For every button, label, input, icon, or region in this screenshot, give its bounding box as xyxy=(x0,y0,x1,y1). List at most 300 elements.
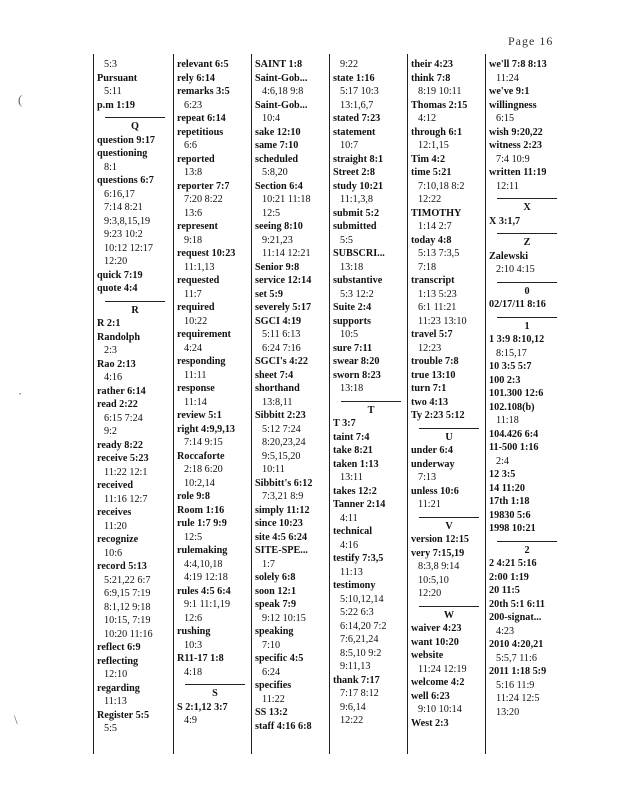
index-term: version 12:15 xyxy=(411,534,470,545)
index-term: reflect 6:9 xyxy=(97,642,141,653)
section-letter: Z xyxy=(523,237,531,248)
index-term: 1998 10:21 xyxy=(489,523,536,534)
index-term: rule 1:7 9:9 xyxy=(177,518,227,529)
index-term: Tim 4:2 xyxy=(411,153,446,165)
index-reference: 4:12 xyxy=(418,113,437,124)
index-reference: 10:15, 7:19 xyxy=(104,615,151,626)
index-term: straight 8:1 xyxy=(333,153,384,165)
index-term: Pursuant xyxy=(97,72,138,84)
index-reference: 6:24 7:16 xyxy=(262,342,301,354)
index-reference: 6:15 7:24 xyxy=(104,412,143,424)
index-term: soon 12:1 xyxy=(255,585,297,597)
index-reference: 5:3 12:2 xyxy=(340,288,374,300)
index-term: quote 4:4 xyxy=(97,283,138,294)
section-divider xyxy=(105,117,165,118)
index-reference: 4:11 xyxy=(340,512,358,524)
index-reference: 12:5 xyxy=(184,531,203,543)
index-reference: 10:5,10 xyxy=(418,574,449,586)
index-term: S 2:1,12 3:7 xyxy=(177,701,228,713)
section-divider xyxy=(419,606,479,607)
index-term: Street 2:8 xyxy=(333,167,375,178)
section-letter: Q xyxy=(131,121,139,132)
index-reference: 13:1,6,7 xyxy=(340,99,374,111)
index-term: read 2:22 xyxy=(97,399,138,410)
index-term: X 3:1,7 xyxy=(489,215,521,227)
index-term: response xyxy=(177,383,215,394)
index-reference: 5:13 7:3,5 xyxy=(418,248,460,259)
index-reference: 7:4 10:9 xyxy=(496,153,530,165)
index-term: 101.300 12:6 xyxy=(489,388,544,399)
index-reference: 8:1 xyxy=(104,161,118,173)
column-rule xyxy=(173,54,174,754)
index-reference: 4:24 xyxy=(184,342,203,354)
index-term: very 7:15,19 xyxy=(411,547,465,559)
index-term: review 5:1 xyxy=(177,410,222,421)
index-term: 1 3:9 8:10,12 xyxy=(489,334,545,345)
index-term: 11-500 1:16 xyxy=(489,442,539,453)
index-column-6 xyxy=(489,58,565,719)
index-term: submitted xyxy=(333,221,377,232)
index-term: requirement xyxy=(177,329,231,340)
index-term: Section 6:4 xyxy=(255,180,303,192)
index-reference: 9:22 xyxy=(340,59,359,70)
index-reference: 7:18 xyxy=(418,261,437,273)
index-term: R 2:1 xyxy=(97,318,121,329)
index-term: well 6:23 xyxy=(411,690,450,702)
index-reference: 11:22 12:1 xyxy=(104,466,148,478)
index-reference: 11:1,13 xyxy=(184,261,215,273)
index-term: true 13:10 xyxy=(411,369,456,381)
index-term: since 10:23 xyxy=(255,518,303,529)
index-term: SGCI 4:19 xyxy=(255,315,302,327)
index-reference: 13:8 xyxy=(184,167,203,178)
index-reference: 2:10 4:15 xyxy=(496,264,535,275)
index-reference: 9:1 11:1,19 xyxy=(184,599,231,610)
index-term: Ty 2:23 5:12 xyxy=(411,410,465,421)
index-reference: 4:6,18 9:8 xyxy=(262,86,304,97)
margin-mark: ( xyxy=(18,92,23,107)
index-term: scheduled xyxy=(255,153,299,165)
index-term: Rao 2:13 xyxy=(97,358,136,370)
index-term: takes 12:2 xyxy=(333,485,377,497)
index-reference: 4:19 12:18 xyxy=(184,572,228,583)
index-term: website xyxy=(411,650,444,661)
section-divider xyxy=(497,317,557,318)
index-reference: 2:4 xyxy=(496,455,510,467)
index-reference: 8:3,8 9:14 xyxy=(418,561,460,572)
index-term: sake 12:10 xyxy=(255,126,301,138)
index-reference: 12:20 xyxy=(418,588,442,599)
section-divider xyxy=(497,282,557,283)
index-reference: 7:14 8:21 xyxy=(104,202,143,213)
index-reference: 1:7 xyxy=(262,558,276,570)
index-term: their 4:23 xyxy=(411,59,453,70)
index-term: regarding xyxy=(97,682,140,694)
index-term: trouble 7:8 xyxy=(411,356,459,367)
index-term: right 4:9,9,13 xyxy=(177,423,236,435)
index-reference: 5:5,7 11:6 xyxy=(496,652,537,664)
index-term: 14 11:20 xyxy=(489,482,525,494)
index-reference: 12:5 xyxy=(262,207,281,219)
index-reference: 6:14,20 7:2 xyxy=(340,620,387,632)
index-reference: 5:8,20 xyxy=(262,167,288,178)
index-term: testify 7:3,5 xyxy=(333,553,384,564)
index-reference: 12:10 xyxy=(104,669,128,680)
index-reference: 4:18 xyxy=(184,666,203,678)
index-term: we've 9:1 xyxy=(489,86,530,97)
index-term: testimony xyxy=(333,580,376,591)
index-reference: 11:11 xyxy=(184,369,207,381)
index-term: speak 7:9 xyxy=(255,599,297,610)
index-term: role 9:8 xyxy=(177,491,210,502)
index-term: reporter 7:7 xyxy=(177,180,230,192)
index-term: T 3:7 xyxy=(333,418,356,429)
index-term: rather 6:14 xyxy=(97,385,146,397)
index-term: request 10:23 xyxy=(177,248,236,259)
page-number: Page 16 xyxy=(508,34,554,48)
index-reference: 10:4 xyxy=(262,113,281,124)
index-reference: 11:24 12:5 xyxy=(496,693,540,704)
index-reference: 7:10 xyxy=(262,639,281,651)
index-reference: 4:9 xyxy=(184,715,198,726)
index-term: receives xyxy=(97,507,132,518)
index-term: stated 7:23 xyxy=(333,113,381,124)
index-term: substantive xyxy=(333,275,383,286)
index-reference: 10:3 xyxy=(184,639,203,651)
index-term: Suite 2:4 xyxy=(333,302,372,313)
index-term: 12 3:5 xyxy=(489,469,516,480)
index-reference: 6:6 xyxy=(184,140,198,151)
index-term: study 10:21 xyxy=(333,180,384,192)
index-column-4 xyxy=(333,58,409,728)
index-term: p.m 1:19 xyxy=(97,99,135,111)
index-column-1 xyxy=(97,58,173,736)
index-term: turn 7:1 xyxy=(411,383,447,394)
index-reference: 7:14 9:15 xyxy=(184,437,223,448)
index-reference: 6:23 xyxy=(184,99,203,111)
index-term: today 4:8 xyxy=(411,234,452,246)
index-term: travel 5:7 xyxy=(411,329,453,340)
index-term: 20 11:5 xyxy=(489,585,520,596)
index-term: rulemaking xyxy=(177,545,228,556)
index-term: questioning xyxy=(97,148,148,159)
index-term: underway xyxy=(411,458,455,470)
index-term: 20th 5:1 6:11 xyxy=(489,598,546,610)
index-reference: 5:16 11:9 xyxy=(496,679,535,691)
section-letter: T xyxy=(367,404,375,416)
index-term: transcript xyxy=(411,275,455,286)
index-reference: 1:13 5:23 xyxy=(418,288,457,300)
index-reference: 2:18 6:20 xyxy=(184,464,223,475)
index-reference: 11:7 xyxy=(184,288,202,300)
index-term: state 1:16 xyxy=(333,72,375,84)
index-reference: 9:3,8,15,19 xyxy=(104,215,151,227)
index-reference: 6:1 11:21 xyxy=(418,302,457,313)
index-reference: 4:23 xyxy=(496,625,515,637)
index-term: through 6:1 xyxy=(411,126,463,138)
index-term: Senior 9:8 xyxy=(255,261,300,273)
index-term: 200-signat... xyxy=(489,612,542,623)
index-term: rules 4:5 6:4 xyxy=(177,585,231,597)
index-term: welcome 4:2 xyxy=(411,677,465,688)
index-term: repeat 6:14 xyxy=(177,113,226,124)
word-index xyxy=(93,54,613,754)
index-term: seeing 8:10 xyxy=(255,221,303,232)
index-reference: 13:18 xyxy=(340,383,364,394)
index-term: rushing xyxy=(177,626,211,637)
index-reference: 12:20 xyxy=(104,256,128,267)
index-term: simply 11:12 xyxy=(255,504,310,516)
index-term: receive 5:23 xyxy=(97,453,149,464)
index-term: sheet 7:4 xyxy=(255,369,294,381)
index-reference: 13:18 xyxy=(340,261,364,273)
index-reference: 8:19 10:11 xyxy=(418,86,462,97)
index-term: taken 1:13 xyxy=(333,458,379,470)
index-term: take 8:21 xyxy=(333,445,373,456)
index-term: relevant 6:5 xyxy=(177,59,229,70)
index-term: specific 4:5 xyxy=(255,653,304,664)
index-term: two 4:13 xyxy=(411,396,449,408)
index-term: received xyxy=(97,480,134,491)
index-term: thank 7:17 xyxy=(333,674,380,686)
index-reference: 13:11 xyxy=(340,472,363,483)
index-term: specifies xyxy=(255,680,292,691)
index-term: time 5:21 xyxy=(411,167,452,178)
section-letter: R xyxy=(131,304,139,316)
section-letter: U xyxy=(445,431,453,443)
index-reference: 6:15 xyxy=(496,113,515,124)
section-divider xyxy=(497,541,557,542)
index-term: 2010 4:20,21 xyxy=(489,639,544,650)
index-reference: 5:22 6:3 xyxy=(340,607,374,618)
index-term: we'll 7:8 8:13 xyxy=(489,59,547,70)
index-reference: 12:22 xyxy=(418,194,442,205)
index-reference: 13:20 xyxy=(496,706,520,718)
index-column-5 xyxy=(411,58,487,730)
index-term: written 11:19 xyxy=(489,167,547,178)
index-term: shorthand xyxy=(255,383,300,394)
index-reference: 11:20 xyxy=(104,520,127,532)
index-term: sure 7:11 xyxy=(333,342,373,354)
index-reference: 11:14 xyxy=(184,396,207,408)
index-column-2 xyxy=(177,58,253,728)
index-reference: 9:10 10:14 xyxy=(418,704,462,715)
index-reference: 9:2 xyxy=(104,426,118,437)
margin-mark: · xyxy=(18,386,23,401)
index-term: questions 6:7 xyxy=(97,175,154,186)
column-rule xyxy=(93,54,94,754)
index-term: 102.108(b) xyxy=(489,401,535,413)
index-term: solely 6:8 xyxy=(255,572,296,583)
index-reference: 11:13 xyxy=(340,566,363,578)
index-reference: 11:23 13:10 xyxy=(418,315,467,327)
index-reference: 5:3 xyxy=(104,59,118,70)
index-term: wish 9:20,22 xyxy=(489,126,543,138)
index-term: 2011 1:18 5:9 xyxy=(489,666,547,677)
index-term: Saint-Gob... xyxy=(255,99,308,111)
index-term: sworn 8:23 xyxy=(333,369,381,381)
section-letter: X xyxy=(523,202,531,213)
index-reference: 5:11 6:13 xyxy=(262,329,301,340)
index-reference: 10:12 12:17 xyxy=(104,242,153,254)
index-term: Saint-Gob... xyxy=(255,72,308,84)
index-reference: 11:16 12:7 xyxy=(104,493,148,505)
index-term: Tanner 2:14 xyxy=(333,499,386,510)
index-term: unless 10:6 xyxy=(411,485,459,497)
index-reference: 8:15,17 xyxy=(496,347,527,359)
index-reference: 12:1,15 xyxy=(418,140,449,151)
index-reference: 10:22 xyxy=(184,315,208,327)
section-letter: W xyxy=(443,609,455,621)
index-reference: 12:6 xyxy=(184,612,203,624)
index-term: SAINT 1:8 xyxy=(255,59,303,70)
index-reference: 4:16 xyxy=(104,372,123,383)
index-reference: 5:5 xyxy=(104,723,118,734)
index-term: technical xyxy=(333,526,373,537)
index-reference: 5:10,12,14 xyxy=(340,593,384,605)
index-reference: 10:11 xyxy=(262,464,285,475)
index-term: under 6:4 xyxy=(411,445,453,456)
index-reference: 4:16 xyxy=(340,539,359,551)
index-term: witness 2:23 xyxy=(489,140,542,151)
index-reference: 11:22 xyxy=(262,693,285,705)
index-reference: 12:23 xyxy=(418,342,442,354)
margin-mark: \ xyxy=(14,712,18,727)
index-term: submit 5:2 xyxy=(333,207,380,219)
index-term: 17th 1:18 xyxy=(489,496,530,507)
section-letter: 0 xyxy=(524,285,530,297)
index-reference: 4:4,10,18 xyxy=(184,558,223,570)
index-term: set 5:9 xyxy=(255,288,284,300)
index-term: 02/17/11 8:16 xyxy=(489,299,546,310)
index-term: 19830 5:6 xyxy=(489,509,531,521)
index-column-3 xyxy=(255,58,331,733)
index-reference: 5:17 10:3 xyxy=(340,86,379,97)
index-reference: 6:16,17 xyxy=(104,188,135,200)
index-reference: 11:18 xyxy=(496,415,519,426)
index-reference: 6:24 xyxy=(262,666,281,678)
index-term: SITE-SPE... xyxy=(255,545,308,556)
index-term: taint 7:4 xyxy=(333,431,370,443)
index-reference: 7:13 xyxy=(418,472,437,483)
index-reference: 1:14 2:7 xyxy=(418,221,452,232)
index-reference: 9:18 xyxy=(184,234,203,246)
index-term: severely 5:17 xyxy=(255,302,312,313)
index-term: 100 2:3 xyxy=(489,374,521,386)
index-term: recognize xyxy=(97,534,139,545)
index-reference: 10:2,14 xyxy=(184,477,215,489)
index-reference: 9:5,15,20 xyxy=(262,450,301,462)
index-term: SS 13:2 xyxy=(255,707,288,718)
index-term: represent xyxy=(177,221,218,232)
section-divider xyxy=(185,684,245,685)
index-term: willingness xyxy=(489,99,537,111)
index-term: site 4:5 6:24 xyxy=(255,531,308,543)
index-term: reported xyxy=(177,153,215,165)
index-term: want 10:20 xyxy=(411,636,459,648)
index-term: R11-17 1:8 xyxy=(177,653,224,664)
index-term: same 7:10 xyxy=(255,140,299,151)
index-term: required xyxy=(177,302,215,313)
index-term: remarks 3:5 xyxy=(177,86,230,97)
index-reference: 11:1,3,8 xyxy=(340,194,374,205)
index-term: Sibbitt 2:23 xyxy=(255,410,306,421)
index-term: supports xyxy=(333,315,371,327)
index-reference: 11:14 12:21 xyxy=(262,248,311,259)
index-term: SGCI's 4:22 xyxy=(255,356,308,367)
section-letter: V xyxy=(445,520,453,532)
section-letter: 2 xyxy=(524,544,530,556)
index-reference: 8:20,23,24 xyxy=(262,437,306,448)
index-reference: 11:21 xyxy=(418,499,441,510)
index-reference: 9:21,23 xyxy=(262,234,293,246)
section-divider xyxy=(419,517,479,518)
index-term: Register 5:5 xyxy=(97,709,150,721)
index-reference: 7:17 8:12 xyxy=(340,688,379,699)
section-divider xyxy=(497,233,557,234)
index-term: SUBSCRI... xyxy=(333,248,385,259)
index-term: swear 8:20 xyxy=(333,356,380,367)
index-term: Randolph xyxy=(97,331,141,343)
index-term: record 5:13 xyxy=(97,561,147,572)
index-reference: 9:6,14 xyxy=(340,701,366,713)
index-term: quick 7:19 xyxy=(97,269,143,281)
index-term: responding xyxy=(177,356,226,367)
index-reference: 8:1,12 9:18 xyxy=(104,601,151,613)
index-reference: 9:11,13 xyxy=(340,661,371,672)
index-term: question 9:17 xyxy=(97,134,156,146)
index-term: ready 8:22 xyxy=(97,439,143,451)
index-term: 2 4:21 5:16 xyxy=(489,558,537,569)
index-reference: 5:5 xyxy=(340,234,354,246)
section-letter: 1 xyxy=(524,320,530,332)
index-reference: 10:5 xyxy=(340,329,359,340)
index-term: speaking xyxy=(255,626,294,637)
section-divider xyxy=(497,198,557,199)
index-term: Sibbitt's 6:12 xyxy=(255,477,313,489)
index-reference: 7:20 8:22 xyxy=(184,194,223,205)
index-reference: 2:3 xyxy=(104,345,118,356)
index-term: Roccaforte xyxy=(177,450,225,462)
index-reference: 9:12 10:15 xyxy=(262,612,306,624)
index-term: Thomas 2:15 xyxy=(411,99,468,111)
index-term: West 2:3 xyxy=(411,717,449,729)
index-term: repetitious xyxy=(177,126,224,138)
index-term: service 12:14 xyxy=(255,275,312,286)
section-letter: S xyxy=(212,688,218,699)
index-term: reflecting xyxy=(97,655,139,667)
index-term: waiver 4:23 xyxy=(411,623,462,634)
index-reference: 7:3,21 8:9 xyxy=(262,491,304,502)
index-reference: 8:5,10 9:2 xyxy=(340,647,382,659)
index-term: staff 4:16 6:8 xyxy=(255,720,312,732)
section-divider xyxy=(341,401,401,402)
index-reference: 5:21,22 6:7 xyxy=(104,574,151,586)
index-term: 10 3:5 5:7 xyxy=(489,361,532,372)
index-term: Zalewski xyxy=(489,250,529,262)
index-reference: 5:12 7:24 xyxy=(262,423,301,435)
index-reference: 10:20 11:16 xyxy=(104,628,153,640)
section-divider xyxy=(105,301,165,302)
index-term: 104.426 6:4 xyxy=(489,428,539,440)
index-reference: 10:6 xyxy=(104,547,123,559)
index-term: rely 6:14 xyxy=(177,72,216,84)
index-reference: 11:24 12:19 xyxy=(418,663,467,675)
index-reference: 11:24 xyxy=(496,72,519,84)
index-reference: 13:6 xyxy=(184,207,203,219)
index-reference: 5:11 xyxy=(104,86,122,97)
index-reference: 12:22 xyxy=(340,715,364,726)
